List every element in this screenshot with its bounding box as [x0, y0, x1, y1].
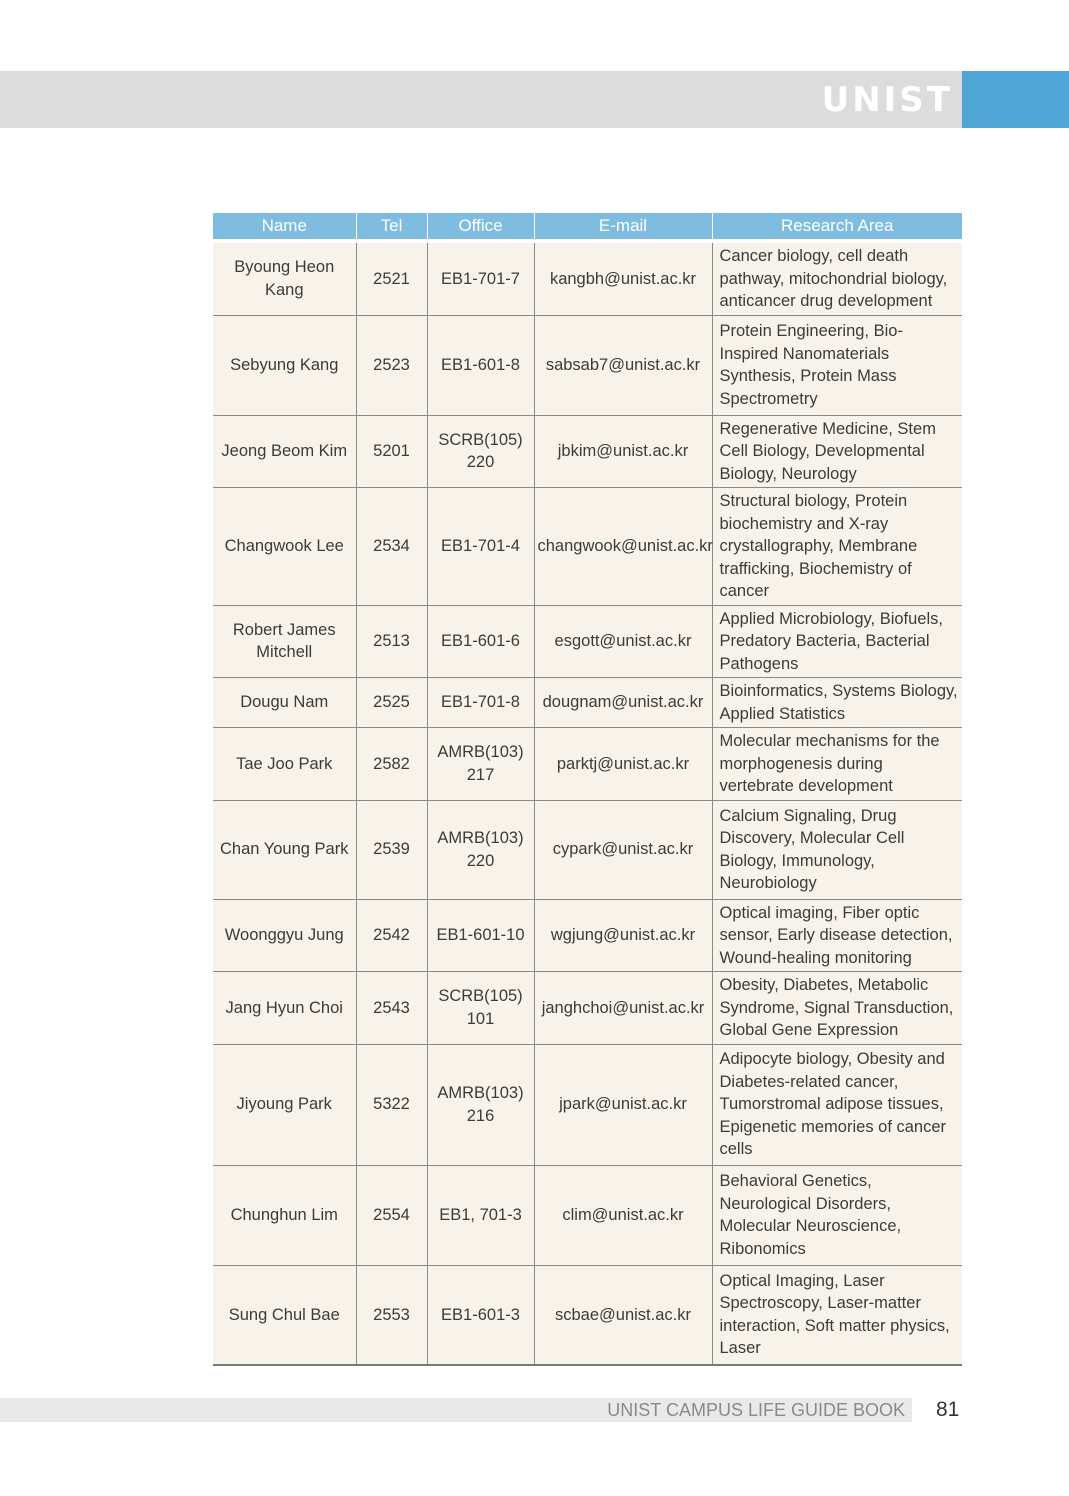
- cell-email: scbae@unist.ac.kr: [534, 1265, 712, 1365]
- cell-office: EB1-601-8: [427, 315, 534, 415]
- cell-email: sabsab7@unist.ac.kr: [534, 315, 712, 415]
- table-row: [213, 1044, 962, 1165]
- cell-name: Changwook Lee: [213, 488, 356, 606]
- cell-name: Sung Chul Bae: [213, 1265, 356, 1365]
- cell-research-area: Behavioral Genetics, Neurological Disorders, Molecular Neuroscience, Ribonomics: [712, 1165, 962, 1265]
- table-row: [213, 488, 962, 606]
- cell-name: Chunghun Lim: [213, 1165, 356, 1265]
- cell-email: parktj@unist.ac.kr: [534, 728, 712, 801]
- cell-tel: 2553: [356, 1265, 427, 1365]
- cell-name: Dougu Nam: [213, 678, 356, 728]
- cell-tel: 2534: [356, 488, 427, 606]
- page-number: 81: [936, 1398, 960, 1421]
- cell-email: janghchoi@unist.ac.kr: [534, 972, 712, 1045]
- table-row: [213, 800, 962, 899]
- cell-office: EB1, 701-3: [427, 1165, 534, 1265]
- unist-logo: UNIST: [821, 80, 953, 120]
- cell-email: cypark@unist.ac.kr: [534, 800, 712, 899]
- cell-name: Jeong Beom Kim: [213, 415, 356, 488]
- cell-name: Sebyung Kang: [213, 315, 356, 415]
- cell-name: Woonggyu Jung: [213, 899, 356, 972]
- cell-name: Robert James Mitchell: [213, 605, 356, 678]
- cell-tel: 2542: [356, 899, 427, 972]
- cell-office: AMRB(103) 216: [427, 1044, 534, 1165]
- cell-email: kangbh@unist.ac.kr: [534, 241, 712, 315]
- cell-email: esgott@unist.ac.kr: [534, 605, 712, 678]
- cell-office: AMRB(103) 220: [427, 800, 534, 899]
- cell-tel: 2543: [356, 972, 427, 1045]
- cell-tel: 2513: [356, 605, 427, 678]
- table-row: [213, 415, 962, 488]
- cell-research-area: Optical Imaging, Laser Spectroscopy, Laser-matter interaction, Soft matter physics, Laser: [712, 1265, 962, 1365]
- cell-research-area: Obesity, Diabetes, Metabolic Syndrome, Signal Transduction, Global Gene Expression: [712, 972, 962, 1045]
- table-row: [213, 899, 962, 972]
- cell-email: wgjung@unist.ac.kr: [534, 899, 712, 972]
- cell-research-area: Structural biology, Protein biochemistry and X-ray crystallography, Membrane trafficking, Biochemistry of cancer: [712, 488, 962, 606]
- cell-research-area: Bioinformatics, Systems Biology, Applied Statistics: [712, 678, 962, 728]
- cell-research-area: Optical imaging, Fiber optic sensor, Early disease detection, Wound-healing monitoring: [712, 899, 962, 972]
- cell-office: EB1-601-10: [427, 899, 534, 972]
- table-row: [213, 241, 962, 315]
- header-band: [0, 71, 962, 128]
- cell-tel: 2525: [356, 678, 427, 728]
- cell-office: EB1-601-3: [427, 1265, 534, 1365]
- cell-research-area: Regenerative Medicine, Stem Cell Biology, Developmental Biology, Neurology: [712, 415, 962, 488]
- cell-tel: 2523: [356, 315, 427, 415]
- column-header-email: E-mail: [534, 213, 712, 241]
- cell-email: clim@unist.ac.kr: [534, 1165, 712, 1265]
- cell-office: EB1-701-7: [427, 241, 534, 315]
- cell-office: EB1-601-6: [427, 605, 534, 678]
- table-row: [213, 678, 962, 728]
- cell-tel: 2539: [356, 800, 427, 899]
- cell-email: dougnam@unist.ac.kr: [534, 678, 712, 728]
- cell-tel: 2582: [356, 728, 427, 801]
- cell-office: EB1-701-8: [427, 678, 534, 728]
- cell-email: jbkim@unist.ac.kr: [534, 415, 712, 488]
- table-row: [213, 1165, 962, 1265]
- table-row: [213, 315, 962, 415]
- table-row: [213, 728, 962, 801]
- cell-name: Chan Young Park: [213, 800, 356, 899]
- cell-office: SCRB(105) 220: [427, 415, 534, 488]
- cell-office: SCRB(105) 101: [427, 972, 534, 1045]
- column-header-office: Office: [427, 213, 534, 241]
- cell-name: Jang Hyun Choi: [213, 972, 356, 1045]
- footer-book-title: UNIST CAMPUS LIFE GUIDE BOOK: [607, 1400, 905, 1420]
- cell-email: changwook@unist.ac.kr: [534, 488, 712, 606]
- cell-research-area: Cancer biology, cell death pathway, mitochondrial biology, anticancer drug development: [712, 241, 962, 315]
- cell-research-area: Adipocyte biology, Obesity and Diabetes-related cancer, Tumorstromal adipose tissues, Epigenetic memories of cancer cells: [712, 1044, 962, 1165]
- table-row: [213, 1265, 962, 1365]
- faculty-table: [213, 213, 962, 1366]
- cell-tel: 2521: [356, 241, 427, 315]
- column-header-name: Name: [213, 213, 356, 241]
- cell-research-area: Molecular mechanisms for the morphogenesis during vertebrate development: [712, 728, 962, 801]
- column-header-tel: Tel: [356, 213, 427, 241]
- table-header-row: [213, 213, 962, 241]
- table-row: [213, 972, 962, 1045]
- cell-name: Tae Joo Park: [213, 728, 356, 801]
- table-row: [213, 605, 962, 678]
- cell-name: Jiyoung Park: [213, 1044, 356, 1165]
- cell-tel: 5201: [356, 415, 427, 488]
- cell-tel: 2554: [356, 1165, 427, 1265]
- cell-office: EB1-701-4: [427, 488, 534, 606]
- cell-research-area: Applied Microbiology, Biofuels, Predatory Bacteria, Bacterial Pathogens: [712, 605, 962, 678]
- cell-research-area: Calcium Signaling, Drug Discovery, Molecular Cell Biology, Immunology, Neurobiology: [712, 800, 962, 899]
- cell-tel: 5322: [356, 1044, 427, 1165]
- column-header-research-area: Research Area: [712, 213, 962, 241]
- cell-office: AMRB(103) 217: [427, 728, 534, 801]
- header-accent: [962, 71, 1069, 128]
- cell-research-area: Protein Engineering, Bio-Inspired Nanomaterials Synthesis, Protein Mass Spectrometry: [712, 315, 962, 415]
- cell-name: Byoung Heon Kang: [213, 241, 356, 315]
- cell-email: jpark@unist.ac.kr: [534, 1044, 712, 1165]
